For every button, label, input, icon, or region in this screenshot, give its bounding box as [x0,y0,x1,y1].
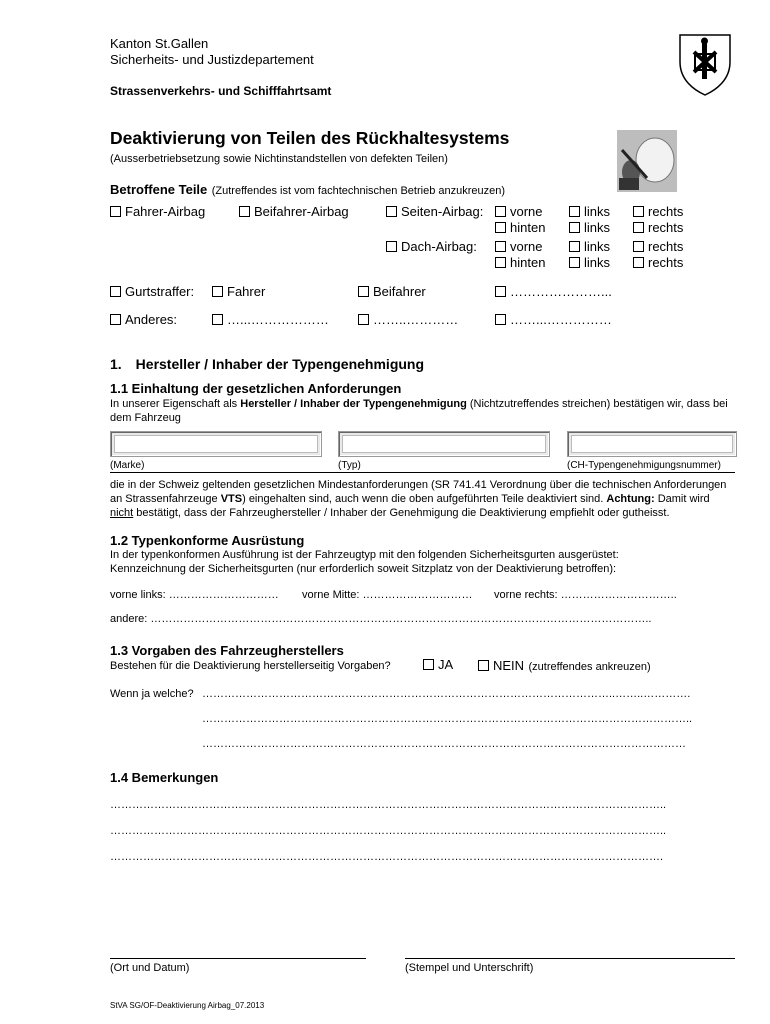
page-title: Deaktivierung von Teilen des Rückhaltesystems [110,128,510,148]
checkbox-dach-hinten-links[interactable]: links [569,255,610,270]
paragraph-line-2: an Strassenfahrzeuge VTS) eingehalten sind, auch wenn die oben aufgeführten Teile deaktiviert sind. Achtung: Damit wird [110,493,710,505]
checkbox-icon[interactable] [495,314,506,325]
vorne-mitte-field[interactable]: vorne Mitte: ………………………… [302,589,473,601]
checkbox-icon[interactable] [633,206,644,217]
section-1-2-heading: 1.2 Typenkonforme Ausrüstung [110,533,305,548]
ch-typengenehmigung-input[interactable] [567,431,737,457]
checkbox-icon[interactable] [110,286,121,297]
checkbox-gurt-other[interactable]: …………………... [495,284,612,299]
bemerkungen-line-1[interactable]: …………………………………………………………………………………………………………………………………….. [110,799,667,811]
ort-datum-label: (Ort und Datum) [110,962,190,974]
label-marke: (Marke) [110,460,145,471]
coat-of-arms-icon [676,32,734,98]
section-1-1-text-line2: dem Fahrzeug [110,412,181,424]
checkbox-icon[interactable] [495,257,506,268]
checkbox-icon[interactable] [212,314,223,325]
checkbox-seiten-hinten[interactable]: hinten [495,220,545,235]
section-1-2-line1: In der typenkonformen Ausführung ist der Fahrzeugtyp mit den folgenden Sicherheitsgurten ausgerüstet: [110,549,619,561]
affected-note: (Zutreffendes ist vom fachtechnischen Betrieb anzukreuzen) [211,185,506,197]
checkbox-icon[interactable] [633,257,644,268]
divider [110,472,735,473]
label-typ: (Typ) [338,460,361,471]
airbag-image [617,130,677,192]
label-ch-typengenehmigung: (CH-Typengenehmigungsnummer) [567,460,721,471]
checkbox-seiten-vorne-rechts[interactable]: rechts [633,204,683,219]
checkbox-ja[interactable]: JA [423,657,453,672]
section-1-2-line2: Kennzeichnung der Sicherheitsgurten (nur erforderlich soweit Sitzplatz von der Deaktivierung betroffen): [110,563,617,575]
checkbox-icon[interactable] [633,241,644,252]
checkbox-icon[interactable] [495,222,506,233]
checkbox-gurt-fahrer[interactable]: Fahrer [212,284,265,299]
checkbox-dach-vorne-rechts[interactable]: rechts [633,239,683,254]
checkbox-icon[interactable] [212,286,223,297]
paragraph-line-3: nicht bestätigt, dass der Fahrzeughersteller / Inhaber der Genehmigung die Deaktivierung empfiehlt oder gutheisst. [110,507,670,519]
section-1-3-question: Bestehen für die Deaktivierung herstellerseitig Vorgaben? [110,660,391,672]
checkbox-anderes-2[interactable]: ……..………… [358,312,458,327]
section-1-4-heading: 1.4 Bemerkungen [110,770,219,785]
checkbox-icon[interactable] [423,659,434,670]
paragraph-line-1: die in der Schweiz geltenden gesetzlichen Mindestanforderungen (SR 741.41 Verordnung über die technischen Anforderungen [110,479,727,491]
checkbox-icon[interactable] [110,206,121,217]
header-department: Sicherheits- und Justizdepartement [110,52,314,67]
andere-field[interactable]: andere: ……………………………………………………………………………………………………………………….. [110,613,652,625]
wenn-ja-line-1[interactable]: …………………………………………………………………………………………………..……..…………. [202,688,691,700]
checkbox-icon[interactable] [495,206,506,217]
section-1-1-heading: 1.1 Einhaltung der gesetzlichen Anforderungen [110,381,402,396]
checkbox-dach-hinten[interactable]: hinten [495,255,545,270]
checkbox-seiten-hinten-rechts[interactable]: rechts [633,220,683,235]
marke-input[interactable] [110,431,322,457]
wenn-ja-line-3[interactable]: …………………………………………………………………………………………………………………… [202,738,686,750]
checkbox-fahrer-airbag[interactable]: Fahrer-Airbag [110,204,205,219]
wenn-ja-line-2[interactable]: …………………………………………………………………………………………………………………….. [202,713,693,725]
checkbox-gurtstraffer[interactable]: Gurtstraffer: [110,284,194,299]
checkbox-icon[interactable] [386,206,397,217]
ort-datum-line[interactable] [110,958,366,959]
checkbox-seiten-vorne-links[interactable]: links [569,204,610,219]
wenn-ja-label: Wenn ja welche? [110,688,194,700]
checkbox-dach-vorne-links[interactable]: links [569,239,610,254]
stempel-line[interactable] [405,958,735,959]
checkbox-icon[interactable] [569,222,580,233]
bemerkungen-line-3[interactable]: ……………………………………………………………………………………………………………………………………. [110,851,664,863]
checkbox-icon[interactable] [569,206,580,217]
checkbox-gurt-beifahrer[interactable]: Beifahrer [358,284,426,299]
checkbox-icon[interactable] [358,286,369,297]
checkbox-icon[interactable] [478,660,489,671]
footer-code: StVA SG/OF-Deaktivierung Airbag_07.2013 [110,1001,265,1010]
section-1-heading: 1. Hersteller / Inhaber der Typengenehmigung [110,356,425,372]
page-subtitle: (Ausserbetriebsetzung sowie Nichtinstandstellen von defekten Teilen) [110,153,448,165]
checkbox-icon[interactable] [633,222,644,233]
affected-heading-line [110,181,505,199]
checkbox-icon[interactable] [239,206,250,217]
checkbox-beifahrer-airbag[interactable]: Beifahrer-Airbag [239,204,349,219]
checkbox-icon[interactable] [110,314,121,325]
checkbox-icon[interactable] [569,257,580,268]
vorne-links-field[interactable]: vorne links: ………………………… [110,589,279,601]
checkbox-icon[interactable] [495,241,506,252]
section-1-3-heading: 1.3 Vorgaben des Fahrzeugherstellers [110,643,344,658]
header-canton: Kanton St.Gallen [110,36,209,51]
checkbox-icon[interactable] [386,241,397,252]
checkbox-icon[interactable] [569,241,580,252]
affected-heading: Betroffene Teile [110,182,208,197]
checkbox-icon[interactable] [358,314,369,325]
typ-input[interactable] [338,431,550,457]
checkbox-icon[interactable] [495,286,506,297]
checkbox-seiten-airbag[interactable]: Seiten-Airbag: [386,204,483,219]
checkbox-anderes[interactable]: Anderes: [110,312,177,327]
checkbox-seiten-hinten-links[interactable]: links [569,220,610,235]
vorne-rechts-field[interactable]: vorne rechts: ………………………….. [494,589,677,601]
checkbox-anderes-3[interactable]: ……...…………… [495,312,612,327]
header-office: Strassenverkehrs- und Schifffahrtsamt [110,84,332,98]
checkbox-seiten-vorne[interactable]: vorne [495,204,543,219]
checkbox-dach-vorne[interactable]: vorne [495,239,543,254]
checkbox-nein[interactable]: NEIN (zutreffendes ankreuzen) [478,657,651,675]
checkbox-anderes-1[interactable]: …...……………… [212,312,329,327]
stempel-label: (Stempel und Unterschrift) [405,962,534,974]
bemerkungen-line-2[interactable]: …………………………………………………………………………………………………………………………………….. [110,825,667,837]
section-1-1-text: In unserer Eigenschaft als Hersteller / Inhaber der Typengenehmigung (Nichtzutreffendes streichen) bestätigen wir, dass bei [110,398,728,410]
checkbox-dach-airbag[interactable]: Dach-Airbag: [386,239,477,254]
checkbox-dach-hinten-rechts[interactable]: rechts [633,255,683,270]
